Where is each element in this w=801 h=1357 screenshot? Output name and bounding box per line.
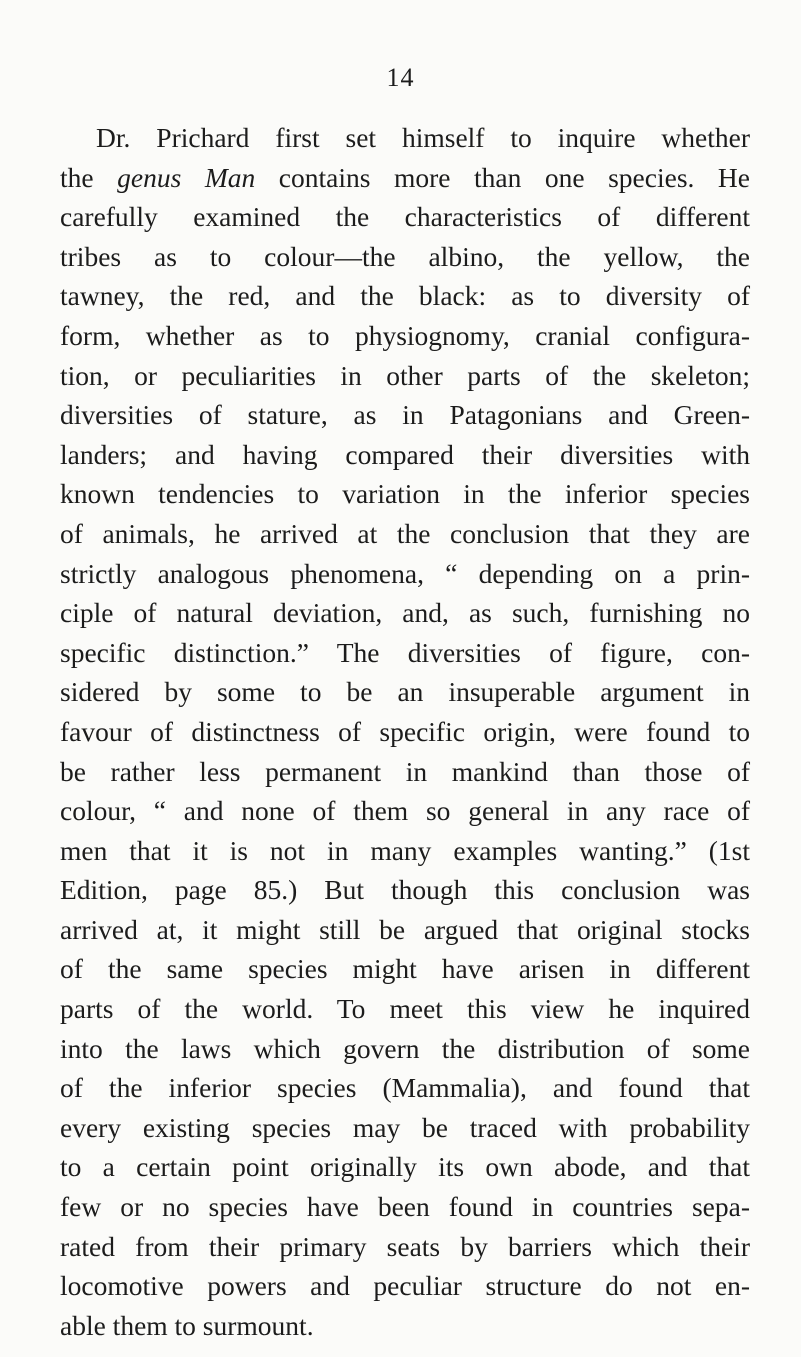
text-line: sidered by some to be an insuperable argument in bbox=[60, 676, 750, 708]
text-line: landers; and having compared their diversities with bbox=[60, 438, 750, 470]
text-line: tion, or peculiarities in other parts of the skeleton; bbox=[60, 359, 750, 391]
text-line: strictly analogous phenomena, “ depending on a prin- bbox=[60, 557, 750, 589]
text-line: known tendencies to variation in the inferior species bbox=[60, 478, 750, 510]
text-line: ciple of natural deviation, and, as such, furnishing no bbox=[60, 597, 750, 629]
text-line: locomotive powers and peculiar structure do not en- bbox=[60, 1270, 750, 1302]
text-line: specific distinction.” The diversities of figure, con- bbox=[60, 636, 750, 668]
text-line: tribes as to colour—the albino, the yellow, the bbox=[60, 240, 750, 272]
text-line: Edition, page 85.) But though this conclusion was bbox=[60, 874, 750, 906]
text-line: carefully examined the characteristics of different bbox=[60, 201, 750, 233]
text-line: arrived at, it might still be argued that original stocks bbox=[60, 913, 750, 945]
text-line: men that it is not in many examples wanting.” (1st bbox=[60, 834, 750, 866]
text-line: of animals, he arrived at the conclusion that they are bbox=[60, 517, 750, 549]
text-line: rated from their primary seats by barriers which their bbox=[60, 1230, 750, 1262]
text-segment: the bbox=[60, 161, 118, 193]
text-line: Dr. Prichard first set himself to inquire whether bbox=[96, 122, 750, 153]
text-line: colour, “ and none of them so general in any race of bbox=[60, 795, 750, 827]
italic-term: genus Man bbox=[117, 161, 256, 193]
text-line: favour of distinctness of specific origin, were found to bbox=[60, 715, 750, 747]
text-line: to a certain point originally its own abode, and that bbox=[60, 1151, 750, 1183]
text-line bbox=[60, 158, 750, 198]
text-line: tawney, the red, and the black: as to diversity of bbox=[60, 280, 750, 312]
text-line: diversities of stature, as in Patagonians and Green- bbox=[60, 399, 750, 431]
body-text bbox=[60, 118, 750, 1345]
text-line: of the same species might have arisen in different bbox=[60, 953, 750, 985]
text-segment: contains more than one species. He bbox=[255, 161, 750, 193]
text-line: of the inferior species (Mammalia), and found that bbox=[60, 1072, 750, 1104]
text-line: into the laws which govern the distribution of some bbox=[60, 1032, 750, 1064]
text-line: every existing species may be traced with probability bbox=[60, 1111, 750, 1143]
text-line: few or no species have been found in countries sepa- bbox=[60, 1191, 750, 1223]
text-line: form, whether as to physiognomy, cranial configura- bbox=[60, 319, 750, 351]
text-line-last: able them to surmount. bbox=[60, 1309, 314, 1341]
page-number: 14 bbox=[386, 63, 415, 92]
text-line: parts of the world. To meet this view he inquired bbox=[60, 993, 750, 1025]
text-line: be rather less permanent in mankind than those of bbox=[60, 755, 750, 787]
